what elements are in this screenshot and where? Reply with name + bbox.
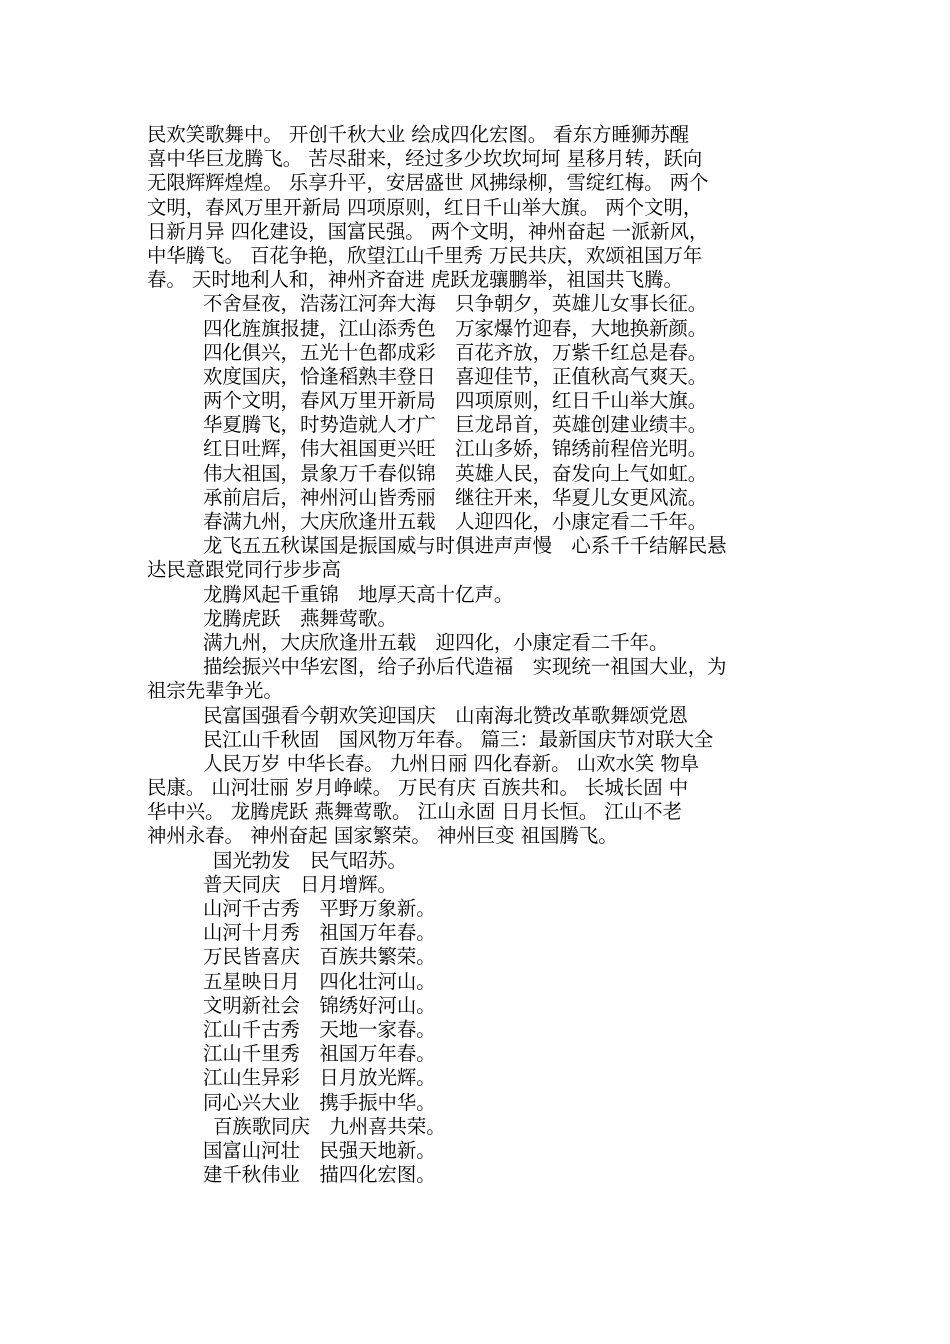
couplet-line: 普天同庆 日月增辉。 bbox=[203, 872, 397, 896]
couplet-line: 华夏腾飞，时势造就人才广 巨龙昂首，英雄创建业绩丰。 bbox=[203, 413, 708, 437]
couplet-line: 四化俱兴，五光十色都成彩 百花齐放，万紫千红总是春。 bbox=[203, 340, 708, 364]
couplet-line: 民富国强看今朝欢笑迎国庆 山南海北赞改革歌舞颂党恩 bbox=[203, 703, 688, 727]
couplet-line: 国富山河壮 民强天地新。 bbox=[203, 1138, 436, 1162]
text-line: 无限辉辉煌煌。 乐享升平，安居盛世 风拂绿柳，雪绽红梅。 两个 bbox=[147, 171, 709, 195]
couplet-line: 龙飞五五秋谋国是振国威与时俱进声声慢 心系千千结解民悬 bbox=[203, 534, 727, 558]
couplet-line: 龙腾虎跃 燕舞莺歌。 bbox=[203, 606, 397, 630]
couplet-line: 同心兴大业 携手振中华。 bbox=[203, 1090, 436, 1114]
couplet-line: 五星映日月 四化壮河山。 bbox=[203, 969, 436, 993]
text-line: 华中兴。 龙腾虎跃 燕舞莺歌。 江山永固 日月长恒。 江山不老 bbox=[147, 800, 682, 824]
text-line: 日新月异 四化建设，国富民强。 两个文明，神州奋起 一派新风， bbox=[147, 219, 709, 243]
couplet-line: 百族歌同庆 九州喜共荣。 bbox=[213, 1114, 446, 1138]
couplet-line: 承前启后，神州河山皆秀丽 继往开来，华夏儿女更风流。 bbox=[203, 485, 708, 509]
section-heading-line: 民江山千秋固 国风物万年春。 篇三：最新国庆节对联大全 bbox=[203, 727, 714, 751]
couplet-line: 满九州，大庆欣逢卅五载 迎四化，小康定看二千年。 bbox=[203, 630, 669, 654]
couplet-line-continued: 祖宗先辈争光。 bbox=[147, 679, 283, 703]
text-line: 民康。 山河壮丽 岁月峥嵘。 万民有庆 百族共和。 长城长固 中 bbox=[147, 776, 689, 800]
text-line: 喜中华巨龙腾飞。 苦尽甜来，经过多少坎坎坷坷 星移月转，跃向 bbox=[147, 147, 703, 171]
couplet-line: 不舍昼夜，浩荡江河奔大海 只争朝夕，英雄儿女事长征。 bbox=[203, 292, 708, 316]
text-line: 春。 天时地利人和，神州齐奋进 虎跃龙骧鹏举，祖国共飞腾。 bbox=[147, 268, 683, 292]
couplet-line: 国光勃发 民气昭苏。 bbox=[213, 848, 407, 872]
text-line: 文明，春风万里开新局 四项原则，红日千山举大旗。 两个文明， bbox=[147, 195, 703, 219]
couplet-line: 万民皆喜庆 百族共繁荣。 bbox=[203, 945, 436, 969]
couplet-line: 山河千古秀 平野万象新。 bbox=[203, 897, 436, 920]
couplet-line: 文明新社会 锦绣好河山。 bbox=[203, 993, 436, 1017]
couplet-line: 江山千古秀 天地一家春。 bbox=[203, 1017, 436, 1041]
couplet-line: 欢度国庆，恰逢稻熟丰登日 喜迎佳节，正值秋高气爽天。 bbox=[203, 364, 708, 388]
couplet-line: 春满九州，大庆欣逢卅五载 人迎四化，小康定看二千年。 bbox=[203, 510, 708, 533]
couplet-line: 红日吐辉，伟大祖国更兴旺 江山多娇，锦绣前程倍光明。 bbox=[203, 437, 708, 461]
document-body bbox=[147, 123, 807, 1187]
couplet-line: 四化旌旗报捷，江山添秀色 万家爆竹迎春，大地换新颜。 bbox=[203, 316, 708, 340]
couplet-line: 两个文明，春风万里开新局 四项原则，红日千山举大旗。 bbox=[203, 389, 708, 413]
couplet-line: 伟大祖国，景象万千春似锦 英雄人民，奋发向上气如虹。 bbox=[203, 461, 708, 485]
text-line: 神州永春。 神州奋起 国家繁荣。 神州巨变 祖国腾飞。 bbox=[147, 824, 618, 848]
couplet-line: 山河十月秀 祖国万年春。 bbox=[203, 921, 436, 945]
couplet-line: 龙腾风起千重锦 地厚天高十亿声。 bbox=[203, 582, 514, 606]
text-line: 中华腾飞。 百花争艳，欣望江山千里秀 万民共庆，欢颂祖国万年 bbox=[147, 243, 703, 267]
couplet-line: 描绘振兴中华宏图，给子孙后代造福 实现统一祖国大业，为 bbox=[203, 655, 727, 679]
couplet-line: 江山千里秀 祖国万年春。 bbox=[203, 1042, 436, 1066]
text-line: 民欢笑歌舞中。 开创千秋大业 绘成四化宏图。 看东方睡狮苏醒 bbox=[147, 123, 690, 146]
couplet-line: 江山生异彩 日月放光辉。 bbox=[203, 1066, 436, 1090]
couplet-line: 建千秋伟业 描四化宏图。 bbox=[203, 1163, 436, 1187]
couplet-line-continued: 达民意跟党同行步步高 bbox=[147, 558, 341, 582]
text-line: 人民万岁 中华长春。 九州日丽 四化春新。 山欢水笑 物阜 bbox=[203, 751, 700, 775]
